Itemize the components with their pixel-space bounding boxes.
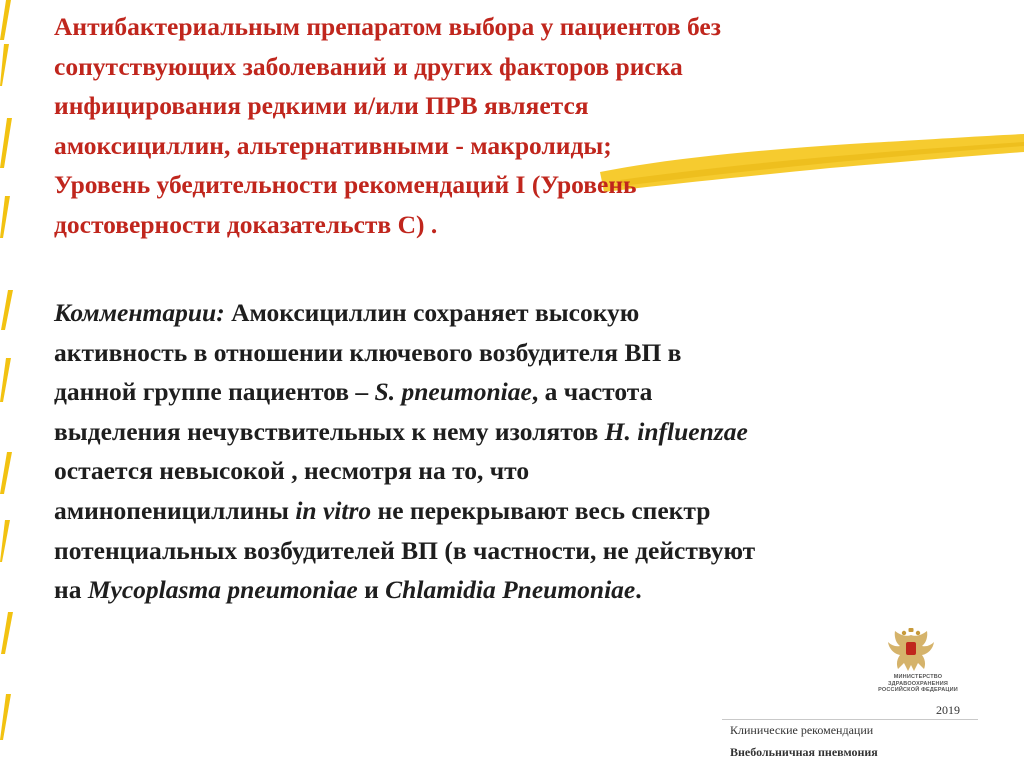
comment-text-part: не перекрывают весь спектр — [371, 495, 711, 525]
decorative-stripes — [0, 0, 50, 767]
comment-line — [54, 412, 1014, 452]
recommendation-line: достоверности доказательств С) . — [54, 209, 438, 239]
comment-text-part: выделения нечувствительных к нему изолятов — [54, 416, 605, 446]
ministry-line: МИНИСТЕРСТВО — [893, 674, 943, 680]
ministry-line: РОССИЙСКОЙ ФЕДЕРАЦИИ — [878, 687, 958, 693]
species-name: S. pneumoniae — [374, 377, 532, 407]
ministry-line: ЗДРАВООХРАНЕНИЯ — [887, 680, 949, 687]
species-name: Chlamidia Pneumoniae — [385, 575, 636, 605]
comment-label: Комментарии: — [54, 298, 225, 327]
footer-divider — [722, 719, 978, 720]
comment-line: потенциальных возбудителей ВП (в частности, не действуют — [54, 535, 756, 565]
species-name: H. influenzae — [604, 416, 748, 446]
footer-doc-type: Клинические рекомендации — [730, 723, 874, 737]
comment-text-part: аминопенициллины — [54, 495, 296, 525]
footer-doc-title: Внебольничная пневмония — [730, 745, 878, 759]
comment-text-part: на — [54, 575, 88, 605]
species-name: Mycoplasma pneumoniae — [87, 575, 358, 605]
latin-term: in vitro — [295, 495, 372, 525]
recommendation-text — [54, 7, 1014, 245]
recommendation-line: Антибактериальным препаратом выбора у пациентов без — [54, 12, 721, 41]
comment-text-part: . — [635, 575, 642, 605]
footer-year: 2019 — [936, 703, 960, 717]
comment-text-part: , а частота — [531, 377, 653, 407]
ministry-logo-text — [858, 674, 978, 694]
comment-line: активность в отношении ключевого возбудителя ВП в — [54, 337, 682, 367]
comment-line — [54, 570, 1014, 610]
comment-line — [54, 372, 1014, 412]
comment-text — [54, 293, 1014, 610]
comment-line — [54, 293, 1014, 333]
recommendation-line: амоксициллин, альтернативными - макролиды; — [54, 130, 612, 160]
recommendation-line: Уровень убедительности рекомендаций I (Уровень — [54, 170, 637, 200]
comment-text-part: данной группе пациентов – — [54, 377, 375, 407]
recommendation-line: сопутствующих заболеваний и других факторов риска — [54, 51, 683, 81]
comment-line — [54, 491, 1014, 531]
double-headed-eagle-emblem-icon — [886, 627, 936, 675]
comment-text-part: и — [357, 575, 386, 605]
recommendation-line: инфицирования редкими и/или ПРВ является — [54, 91, 589, 121]
comment-line: остается невысокой , несмотря на то, что — [54, 456, 530, 486]
comment-text-part: Амоксициллин сохраняет высокую — [224, 298, 640, 327]
